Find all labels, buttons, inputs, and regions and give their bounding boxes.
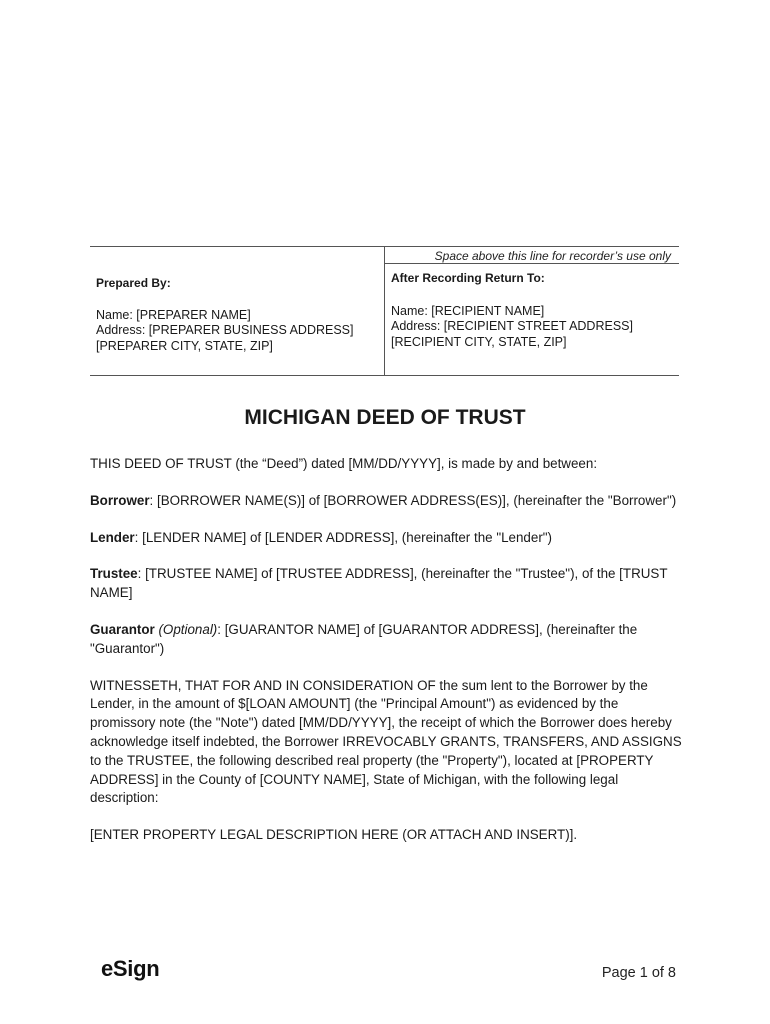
borrower-label: Borrower [90,492,150,508]
document-title: MICHIGAN DEED OF TRUST [244,406,526,429]
trustee-paragraph [90,565,686,603]
lender-paragraph [90,529,686,548]
guarantor-optional: (Optional) [158,621,218,637]
recorder-use-note: Space above this line for recorder’s use only [434,249,671,263]
guarantor-paragraph [90,621,686,659]
guarantor-label: Guarantor [90,621,155,637]
lender-text: : [LENDER NAME] of [LENDER ADDRESS], (hereinafter the "Lender") [134,529,552,545]
lender-label: Lender [90,529,135,545]
esign-logo: eSign [101,956,160,981]
legal-description-paragraph: [ENTER PROPERTY LEGAL DESCRIPTION HERE (OR ATTACH AND INSERT)]. [90,827,578,843]
prepared-by-section [96,276,380,354]
guarantor-text: : [GUARANTOR NAME] of [GUARANTOR ADDRESS], (hereinafter the "Guarantor") [90,621,638,656]
recipient-address: Address: [RECIPIENT STREET ADDRESS] [391,319,633,333]
return-to-section [391,271,677,350]
page-number: Page 1 of 8 [601,965,676,981]
recording-header-table [90,246,679,376]
trustee-label: Trustee [90,566,138,582]
recipient-name: Name: [RECIPIENT NAME] [391,303,545,318]
document-body [90,455,686,863]
preparer-city: [PREPARER CITY, STATE, ZIP] [96,338,273,353]
recipient-city: [RECIPIENT CITY, STATE, ZIP] [391,334,567,349]
trustee-text: : [TRUSTEE NAME] of [TRUSTEE ADDRESS], (hereinafter the "Trustee"), of the [TRUST NAME] [90,566,668,601]
borrower-text: : [BORROWER NAME(S)] of [BORROWER ADDRESS(ES)], (hereinafter the "Borrower") [149,492,677,508]
preparer-address: Address: [PREPARER BUSINESS ADDRESS] [96,323,354,337]
preparer-name: Name: [PREPARER NAME] [96,307,251,322]
witnesseth-paragraph: WITNESSETH, THAT FOR AND IN CONSIDERATION OF the sum lent to the Borrower by the Lender, in the amount of $[LOAN AMOUNT] (the "Principal Amount") as evidenced by the promissory note (the "Note") dated [MM/DD/YYYY], the receipt of which the Borrower does hereby acknowledge itself indebted, the Borrower IRREVOCABLY GRANTS, TRANSFERS, AND ASSIGNS to the TRUSTEE, the following described real property (the "Property"), located at [PROPERTY ADDRESS] in the County of [COUNTY NAME], State of Michigan, with the following legal description: [90,677,682,806]
prepared-by-heading: Prepared By: [96,276,171,290]
return-to-heading: After Recording Return To: [391,271,545,285]
column-divider [384,247,385,375]
recorder-line [384,263,679,264]
intro-paragraph: THIS DEED OF TRUST (the “Deed”) dated [MM/DD/YYYY], is made by and between: [90,456,598,471]
borrower-paragraph [90,492,686,511]
